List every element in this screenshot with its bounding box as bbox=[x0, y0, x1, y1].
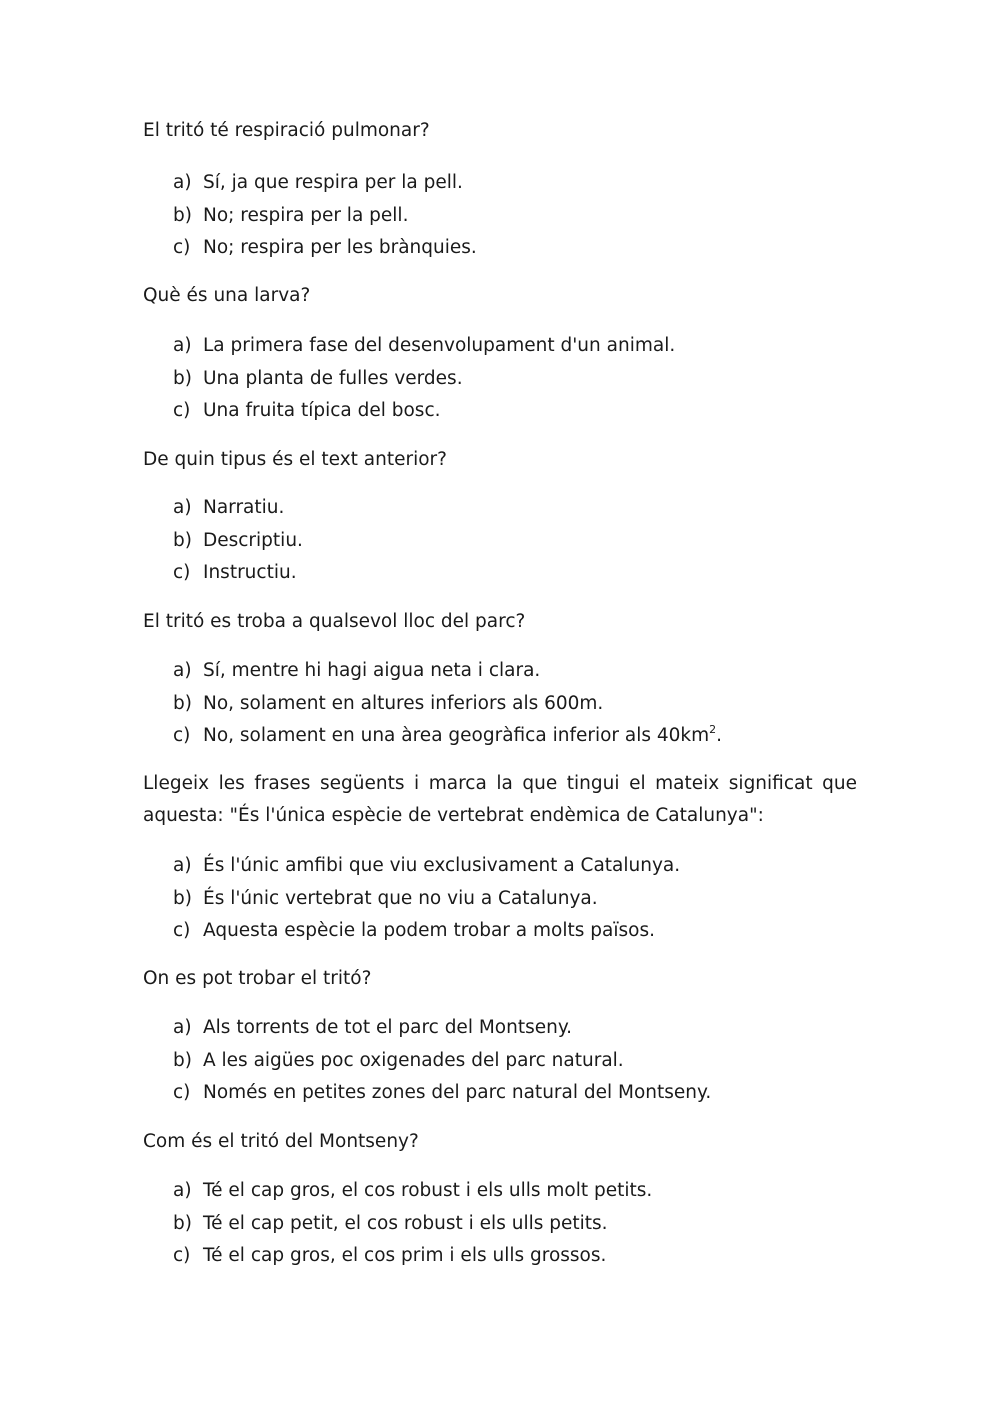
option-4b[interactable]: b) No, solament en altures inferiors als 600m. bbox=[173, 692, 604, 714]
option-5b[interactable]: b) És l'únic vertebrat que no viu a Catalunya. bbox=[173, 887, 598, 909]
question-6: On es pot trobar el tritó? bbox=[143, 968, 372, 989]
option-3c[interactable]: c) Instructiu. bbox=[173, 562, 297, 583]
option-5c[interactable]: c) Aquesta espècie la podem trobar a molts països. bbox=[173, 920, 655, 941]
options-4 bbox=[173, 655, 722, 753]
option-1b[interactable]: b) No; respira per la pell. bbox=[173, 204, 409, 226]
option-7c[interactable]: c) Té el cap gros, el cos prim i els ulls grossos. bbox=[173, 1245, 607, 1266]
option-7b[interactable]: b) Té el cap petit, el cos robust i els ulls petits. bbox=[173, 1212, 608, 1234]
superscript-2: 2 bbox=[709, 723, 717, 736]
question-2: Què és una larva? bbox=[143, 285, 311, 306]
option-5a[interactable]: a) És l'únic amfibi que viu exclusivament a Catalunya. bbox=[173, 855, 681, 876]
option-1a[interactable]: a) Sí, ja que respira per la pell. bbox=[173, 172, 463, 193]
options-6 bbox=[173, 1012, 711, 1110]
options-3 bbox=[173, 492, 303, 590]
option-6a[interactable]: a) Als torrents de tot el parc del Montseny. bbox=[173, 1017, 573, 1038]
option-6b[interactable]: b) A les aigües poc oxigenades del parc natural. bbox=[173, 1049, 624, 1071]
option-3a[interactable]: a) Narratiu. bbox=[173, 497, 285, 518]
question-5: Llegeix les frases següents i marca la que tingui el mateix significat que aquesta: "És l'única espècie de vertebrat endèmica de Catalunya": bbox=[143, 773, 857, 826]
options-7 bbox=[173, 1175, 652, 1273]
option-2a[interactable]: a) La primera fase del desenvolupament d'un animal. bbox=[173, 335, 676, 356]
option-2b[interactable]: b) Una planta de fulles verdes. bbox=[173, 367, 463, 389]
options-1 bbox=[173, 167, 477, 265]
option-4c[interactable]: c) No, solament en una àrea geogràfica inferior als $40km^2$. bbox=[173, 723, 723, 746]
option-2c[interactable]: c) Una fruita típica del bosc. bbox=[173, 400, 441, 421]
question-4: El tritó es troba a qualsevol lloc del parc? bbox=[143, 611, 526, 632]
option-1c[interactable]: c) No; respira per les brànquies. bbox=[173, 237, 477, 258]
options-2 bbox=[173, 330, 675, 428]
question-3: De quin tipus és el text anterior? bbox=[143, 449, 447, 470]
option-7a[interactable]: a) Té el cap gros, el cos robust i els ulls molt petits. bbox=[173, 1180, 653, 1201]
option-3b[interactable]: b) Descriptiu. bbox=[173, 529, 303, 551]
option-4a[interactable]: a) Sí, mentre hi hagi aigua neta i clara. bbox=[173, 660, 541, 681]
question-1: El tritó té respiració pulmonar? bbox=[143, 120, 430, 141]
option-6c[interactable]: c) Només en petites zones del parc natural del Montseny. bbox=[173, 1082, 712, 1103]
question-7: Com és el tritó del Montseny? bbox=[143, 1131, 419, 1152]
options-5 bbox=[173, 850, 680, 948]
